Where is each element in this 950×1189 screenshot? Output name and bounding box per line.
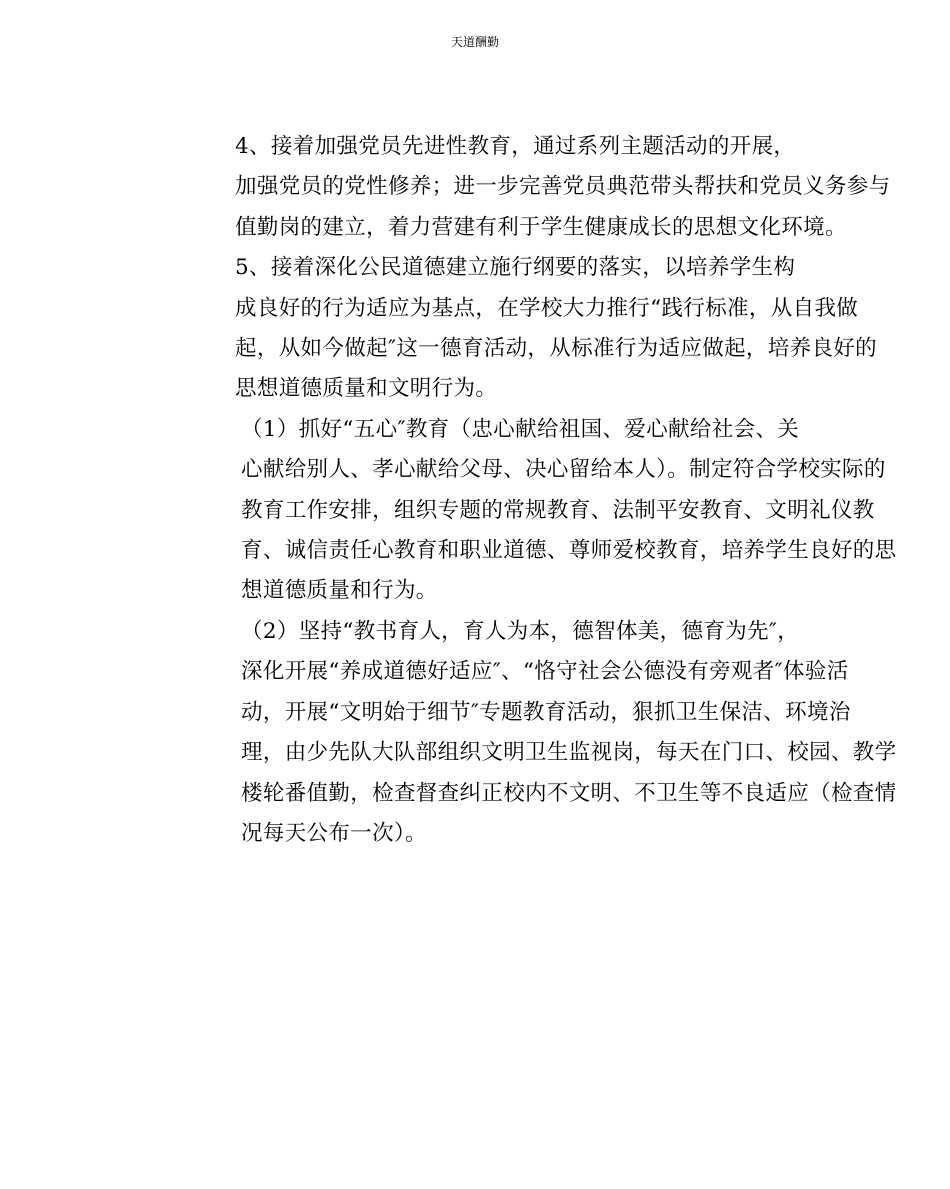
text-line: 动，开展“文明始于细节″专题教育活动，狠抓卫生保洁、环境治 <box>241 699 851 725</box>
text-line: 思想道德质量和文明行为。 <box>235 376 498 402</box>
text-line: 理，由少先队大队部组织文明卫生监视岗，每天在门口、校园、教学 <box>241 740 897 766</box>
text-line: 深化开展“养成道德好适应″、“恪守社会公德没有旁观者″体验活 <box>241 659 849 685</box>
text-line: 4、接着加强党员先进性教育，通过系列主题活动的开展， <box>235 134 796 159</box>
paragraph-4 <box>146 127 891 248</box>
text-line: 成良好的行为适应为基点，在学校大力推行“践行标准，从自我做 <box>235 295 859 321</box>
text-line: （2）坚持“教书育人，育人为本，德智体美，德育为先″， <box>241 618 800 644</box>
paragraph-5-2 <box>146 612 897 854</box>
text-line: 想道德质量和行为。 <box>241 578 438 604</box>
paragraph-5-1 <box>146 410 897 612</box>
text-line: 况每天公布一次）。 <box>241 820 427 846</box>
text-line: 心献给别人、孝心献给父母、决心留给本人）。制定符合学校实际的 <box>241 457 886 483</box>
text-line: 楼轮番值勤，检查督查纠正校内不文明、不卫生等不良适应（检查情 <box>241 780 897 806</box>
page-header: 天道酬勤 <box>450 35 499 49</box>
text-line: 育、诚信责任心教育和职业道德、尊师爱校教育，培养学生良好的思 <box>241 538 897 564</box>
text-line: 教育工作安排，组织专题的常规教育、法制平安教育、文明礼仪教 <box>241 497 875 523</box>
text-line: 值勤岗的建立，着力营建有利于学生健康成长的思想文化环境。 <box>235 214 847 240</box>
text-line: 起，从如今做起″这一德育活动，从标准行为适应做起，培养良好的 <box>235 336 878 362</box>
paragraph-5 <box>146 248 878 410</box>
document-body <box>146 127 897 854</box>
text-line: 5、接着深化公民道德建立施行纲要的落实，以培养学生构 <box>235 255 796 281</box>
text-line: （1）抓好“五心″教育（忠心献给祖国、爱心献给社会、关 <box>241 416 800 442</box>
text-line: 加强党员的党性修养；进一步完善党员典范带头帮扶和党员义务参与 <box>235 174 891 200</box>
